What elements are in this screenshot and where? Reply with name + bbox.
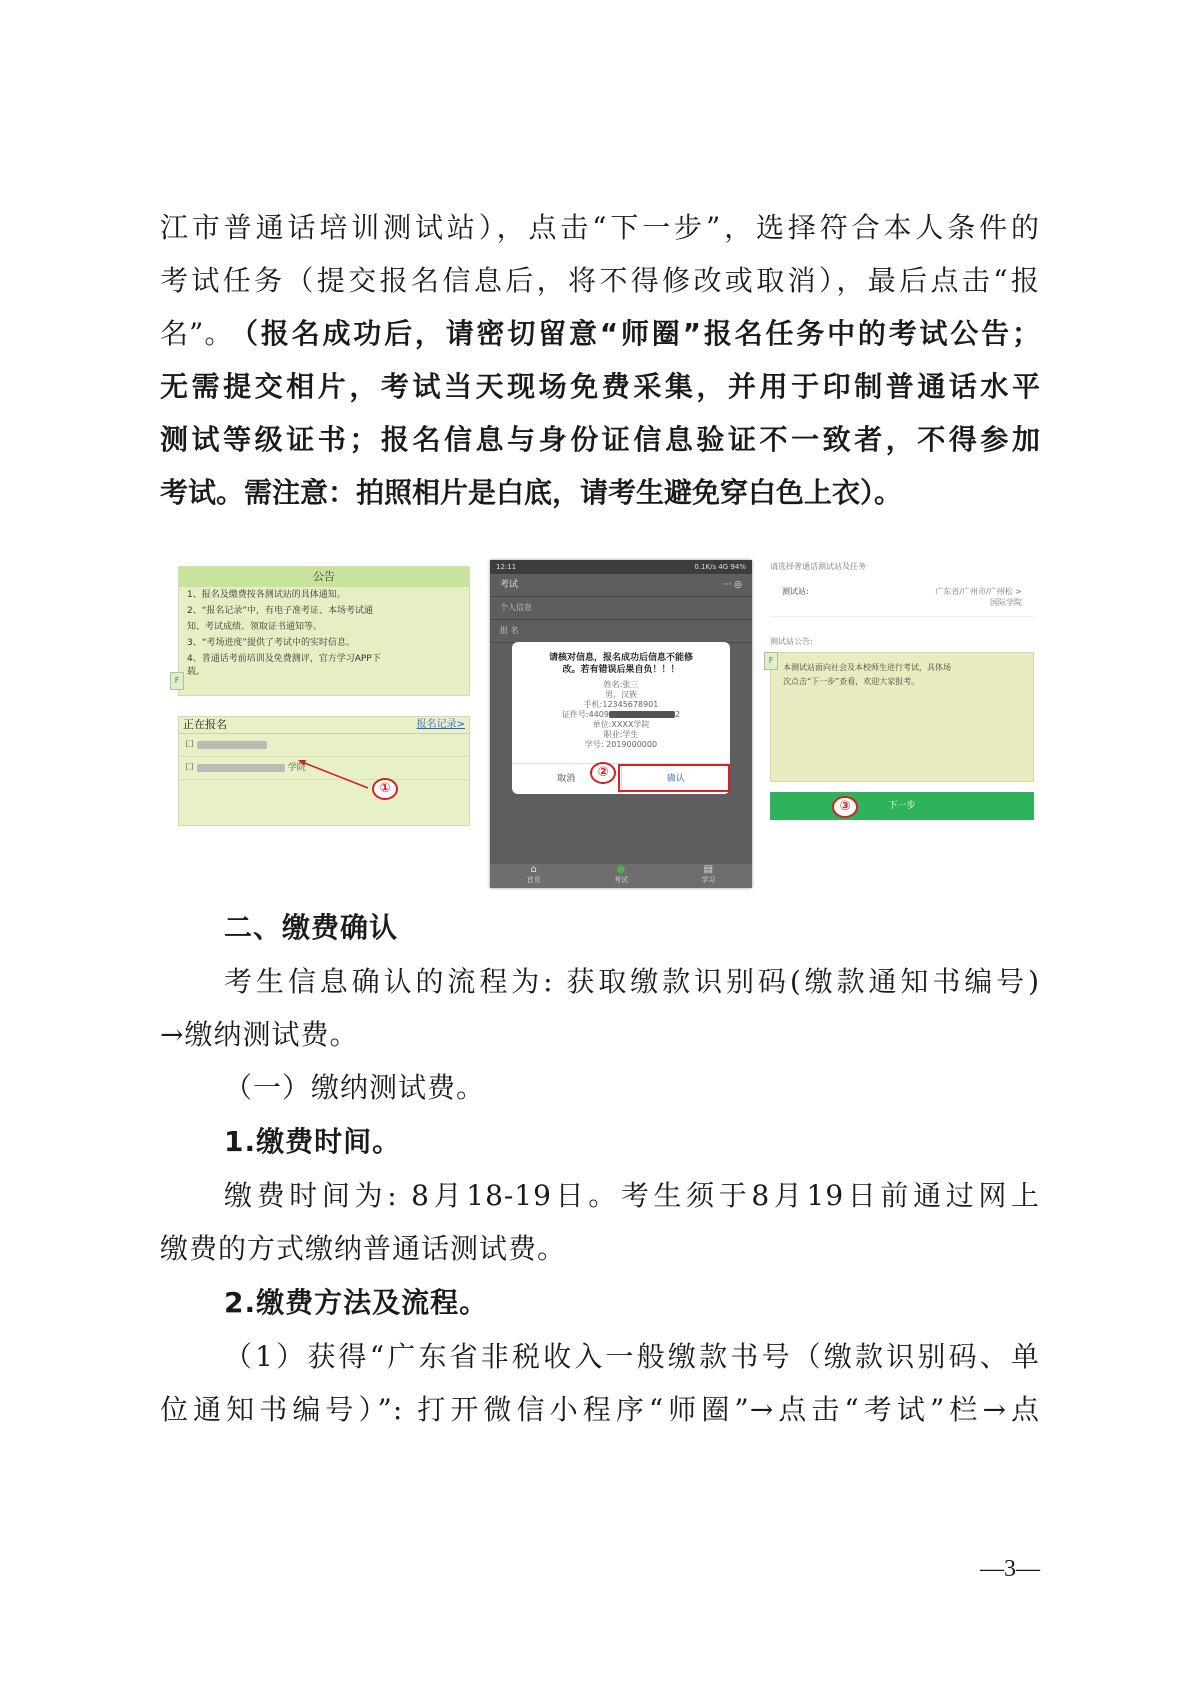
cancel-button[interactable]: 取消	[512, 764, 622, 794]
section-heading: 二、缴费确认	[224, 911, 399, 944]
bold-note-line: 测试等级证书；报名信息与身份证信息验证不一致者，不得参加	[160, 423, 1040, 456]
dialog-info-line: 职业:学生	[603, 730, 639, 739]
side-tab-icon[interactable]: F	[170, 672, 184, 690]
highlight-box	[618, 764, 730, 792]
id-number-tail: 2	[674, 710, 681, 719]
dialog-info-line: 学号: 2019000000	[584, 740, 658, 749]
blurred-id	[609, 711, 675, 718]
bold-note-line: 考试。需注意：拍照相片是白底，请考生避免穿白色上衣）。	[160, 476, 903, 509]
next-step-button[interactable]: 下一步	[770, 792, 1034, 820]
bold-note-line: （报名成功后，请密切留意“师圈”报名任务中的考试公告；	[230, 317, 1040, 350]
announcement-text	[771, 653, 1033, 689]
registration-title: 正在报名	[183, 718, 227, 731]
body-line: 考试任务（提交报名信息后，将不得修改或取消），最后点击“报	[160, 264, 1040, 297]
station-label: 测试站:	[782, 587, 809, 596]
registration-records-link[interactable]: 报名记录>	[416, 719, 465, 730]
home-icon: ⌂	[530, 864, 537, 875]
id-number-label: 证件号:4409	[561, 710, 609, 719]
body-line: 缴费的方式缴纳普通话测试费。	[160, 1232, 567, 1265]
station-row[interactable]	[770, 580, 1034, 617]
dialog-info-line	[512, 710, 730, 720]
tab-home[interactable]	[527, 864, 541, 888]
school-suffix: 学院	[287, 763, 306, 773]
notice-line: 知、考试成绩、领取证书通知等。	[187, 622, 323, 632]
body-line: 位通知书编号）”: 打开微信小程序“师圈”→点击“考试”栏→点	[160, 1393, 1040, 1426]
more-icon[interactable]: ··· ◎	[722, 580, 742, 590]
step-marker-2: ②	[590, 762, 616, 784]
station-value-line: 广东省/广州市/广州松 >	[935, 587, 1022, 596]
body-line: 缴费时间为: 8月18-19日。考生须于8月19日前通过网上	[224, 1179, 1040, 1212]
item-heading: 1.缴费时间。	[224, 1125, 402, 1158]
announce-label: 测试站公告:	[770, 637, 813, 646]
dialog-warning-line: 改。若有错误后果自负！！！	[562, 665, 680, 675]
notice-title: 公告	[179, 567, 469, 587]
status-icons: 0.1K/s 4G 94%	[694, 563, 746, 571]
dialog-info-line: 男，汉族	[605, 690, 637, 699]
nav-bar	[490, 574, 752, 597]
notice-line: 4、普通话考前培训及免费测评，官方学习APP下	[187, 654, 381, 664]
dialog-info-line: 手机:12345678901	[583, 700, 659, 709]
step-marker-1: ①	[372, 778, 398, 800]
screenshot-station-select	[770, 560, 1034, 830]
page-number: —3—	[980, 1556, 1040, 1582]
dialog-info-line: 单位:XXXX学院	[592, 720, 650, 729]
status-time: 12:11	[496, 563, 517, 571]
nav-title: 考试	[500, 580, 519, 590]
confirm-button[interactable]: 确认	[666, 774, 685, 784]
status-bar	[490, 560, 752, 574]
subsection-heading: （一）缴纳测试费。	[224, 1071, 486, 1104]
exam-icon: ●	[616, 864, 626, 875]
tab-exam[interactable]	[614, 864, 628, 888]
screenshot-notice-and-registration	[174, 566, 468, 830]
body-line: 考生信息确认的流程为: 获取缴款识别码(缴款通知书编号)	[224, 965, 1040, 998]
bold-note-line: 无需提交相片，考试当天现场免费采集，并用于印制普通话水平	[160, 370, 1040, 403]
item-heading: 2.缴费方法及流程。	[224, 1286, 489, 1319]
select-header: 请选择普通话测试站及任务	[770, 562, 866, 571]
tab-label: 首页	[526, 876, 541, 884]
book-icon: ▤	[703, 864, 714, 875]
menu-item-register[interactable]: 报 名	[490, 620, 752, 643]
dialog-info-line: 姓名:张三	[603, 680, 639, 689]
row-prefix: 口	[185, 740, 195, 750]
station-value	[935, 586, 1022, 616]
red-arrow	[178, 566, 468, 830]
station-value-line: 国际学院	[990, 598, 1022, 607]
notice-line: 3、“考场进度”提供了考试中的实时信息。	[187, 638, 356, 648]
tab-bar	[490, 864, 752, 888]
menu-item-personal-info[interactable]: 个人信息	[490, 597, 752, 620]
dialog-warning	[512, 642, 730, 680]
body-line: 名”。	[160, 317, 234, 350]
tab-label: 学习	[701, 876, 716, 884]
body-line: →缴纳测试费。	[160, 1018, 359, 1051]
body-line: （1）获得“广东省非税收入一般缴款书号（缴款识别码、单	[224, 1340, 1040, 1373]
tab-study[interactable]	[701, 864, 715, 888]
step-marker-3: ③	[832, 796, 858, 818]
notice-line: 2、“报名记录”中，有电子准考证、本场考试通	[187, 606, 374, 616]
row-prefix: 口	[185, 763, 195, 773]
announcement-panel	[770, 652, 1034, 782]
tab-label: 考试	[613, 876, 628, 884]
announcement-line: 本测试站面向社会及本校师生进行考试，具体场	[783, 663, 951, 672]
dialog-warning-line: 请核对信息，报名成功后信息不能修	[548, 653, 693, 663]
screenshot-confirm-dialog	[490, 560, 752, 888]
notice-line: 载。	[187, 667, 206, 677]
announcement-line: 次点击“下一步”查看，欢迎大家报考。	[783, 677, 920, 686]
notice-line: 1、报名及缴费按各测试站的具体通知。	[187, 590, 346, 600]
side-tab-icon[interactable]: F	[764, 652, 778, 670]
body-line: 江市普通话培训测试站），点击“下一步”，选择符合本人条件的	[160, 211, 1040, 244]
